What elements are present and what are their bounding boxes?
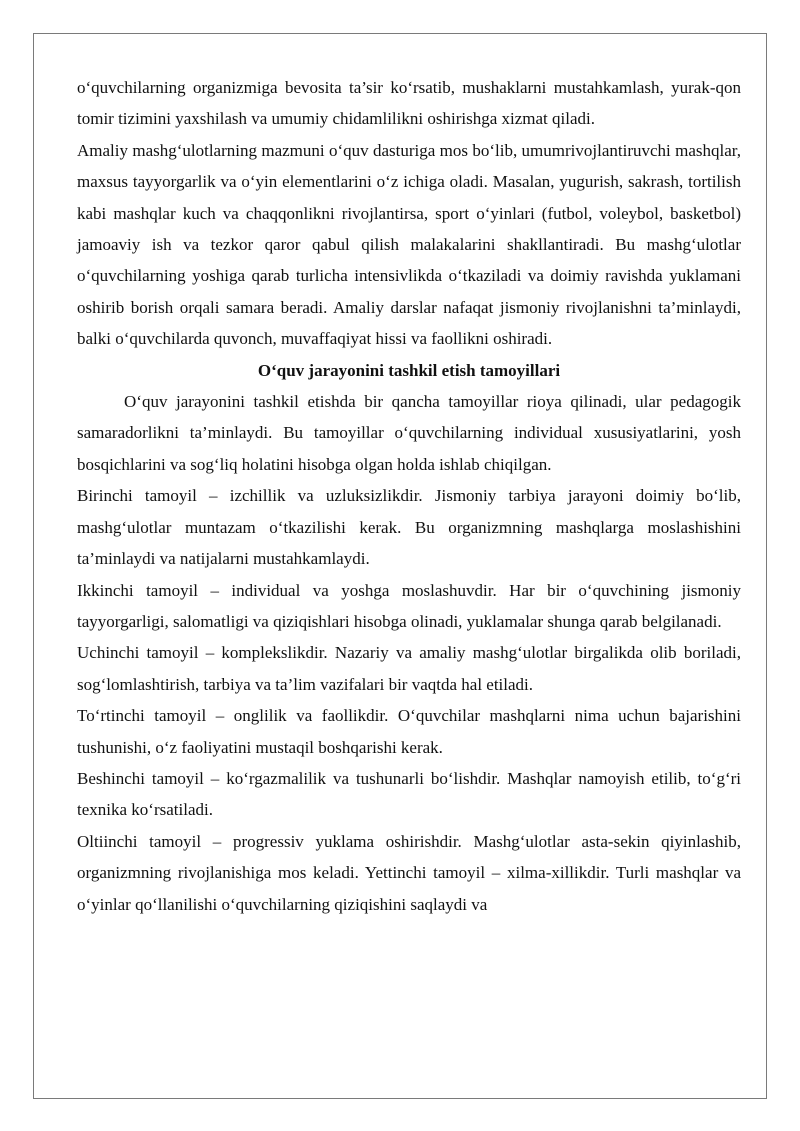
paragraph-principle-1: Birinchi tamoyil – izchillik va uzluksizlikdir. Jismoniy tarbiya jarayoni doimiy bo‘lib, mashg‘ulotlar muntazam o‘tkazilishi kerak. Bu organizmning mashqlarga moslashishini ta’minlaydi va natijalarni mustahkamlaydi. xyxy=(77,486,741,569)
section-heading: O‘quv jarayonini tashkil etish tamoyillari xyxy=(257,360,561,380)
paragraph-principle-6: Oltiinchi tamoyil – progressiv yuklama oshirishdir. Mashg‘ulotlar asta-sekin qiyinlashib, organizmning rivojlanishiga mos keladi. Yettinchi tamoyil – xilma-xillikdir. Turli mashqlar va o‘yinlar qo‘llanilishi o‘quvchilarning qiziqishini saqlaydi va xyxy=(77,831,741,914)
paragraph-practical-lessons: Amaliy mashg‘ulotlarning mazmuni o‘quv dasturiga mos bo‘lib, umumrivojlantiruvchi mashqlar, maxsus tayyorgarlik va o‘yin elementlarini o‘z ichiga oladi. Masalan, yugurish, sakrash, tortilish kabi mashqlar kuch va chaqqonlikni rivojlantirsa, sport o‘yinlari (futbol, voleybol, basketbol) jamoaviy ish va tezkor qaror qabul qilish malakalarini shakllantiradi. Bu mashg‘ulotlar o‘quvchilarning yoshiga qarab turlicha intensivlikda o‘tkaziladi va doimiy ravishda yuklamani oshirib borish orqali samara beradi. Amaliy darslar nafaqat jismoniy rivojlanishni ta’minlaydi, balki o‘quvchilarda quvonch, muvaffaqiyat hissi va faollikni oshiradi. xyxy=(77,140,741,349)
paragraph-principle-2: Ikkinchi tamoyil – individual va yoshga moslashuvdir. Har bir o‘quvchining jismoniy tayyorgarligi, salomatligi va qiziqishlari hisobga olinadi, yuklamalar shunga qarab belgilanadi. xyxy=(77,580,741,631)
paragraph-continuation: o‘quvchilarning organizmiga bevosita ta’sir ko‘rsatib, mushaklarni mustahkamlash, yurak-qon tomir tizimini yaxshilash va umumiy chidamlilikni oshirishga xizmat qiladi. xyxy=(77,78,741,129)
paragraph-principle-3: Uchinchi tamoyil – komplekslikdir. Nazariy va amaliy mashg‘ulotlar birgalikda olib boriladi, sog‘lomlashtirish, tarbiya va ta’lim vazifalari bir vaqtda hal etiladi. xyxy=(77,643,741,694)
paragraph-intro: O‘quv jarayonini tashkil etishda bir qancha tamoyillar rioya qilinadi, ular pedagogik samaradorlikni ta’minlaydi. Bu tamoyillar o‘quvchilarning individual xususiyatlarini, yosh bosqichlarini va sog‘liq holatini hisobga olgan holda ishlab chiqilgan. xyxy=(77,392,741,474)
document-body xyxy=(77,72,741,920)
paragraph-principle-5: Beshinchi tamoyil – ko‘rgazmalilik va tushunarli bo‘lishdir. Mashqlar namoyish etilib, to‘g‘ri texnika ko‘rsatiladi. xyxy=(77,768,741,820)
paragraph-principle-4: To‘rtinchi tamoyil – onglilik va faollikdir. O‘quvchilar mashqlarni nima uchun bajarishini tushunishi, o‘z faoliyatini mustaqil boshqarishi kerak. xyxy=(77,706,741,757)
